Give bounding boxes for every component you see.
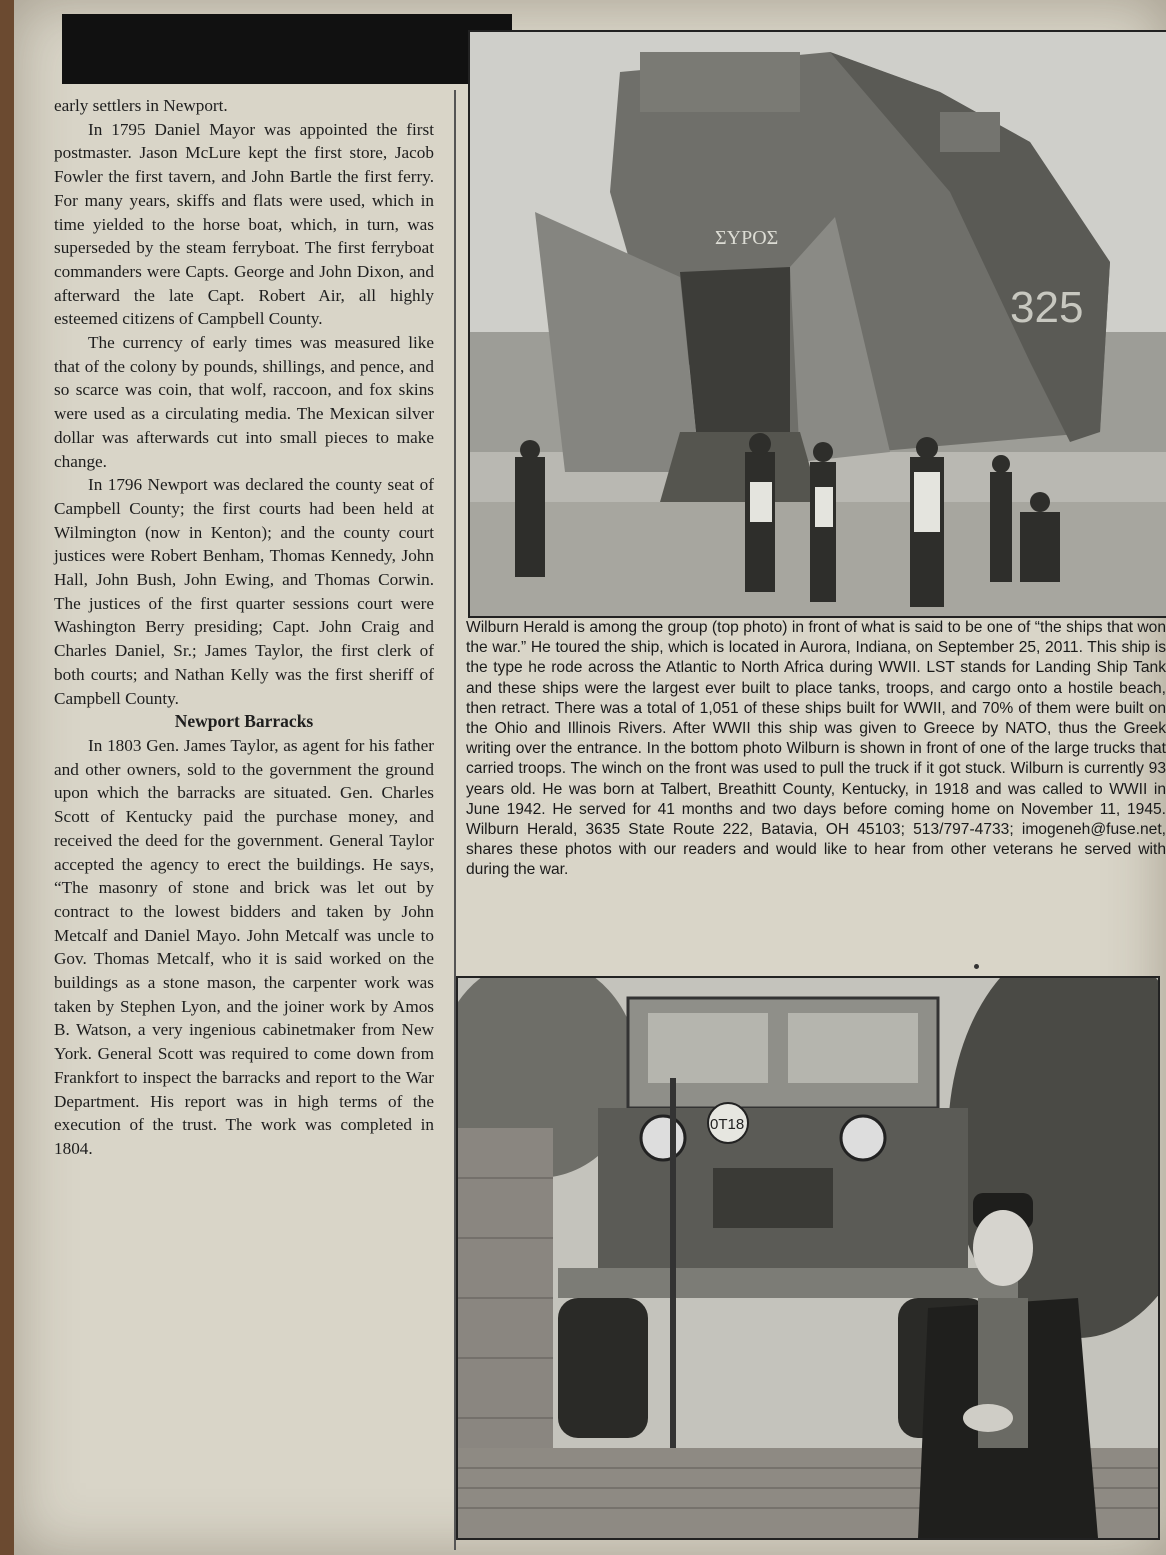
section-heading: Newport Barracks <box>174 711 314 732</box>
article-column <box>54 94 434 1161</box>
article-paragraph: The currency of early times was measured like that of the colony by pounds, shillings, and pence, and so scarce was coin, that wolf, raccoon, and fox skins were used as a circulating media. The Mexican silver dollar was afterwards cut into small pieces to make change. <box>54 333 434 471</box>
separator-dot <box>974 964 979 969</box>
newspaper-page <box>14 0 1166 1555</box>
truck-photo <box>456 976 1160 1540</box>
article-paragraph: In 1796 Newport was declared the county seat of Campbell County; the first courts had been held at Wilmington (now in Kenton); and the county court justices were Robert Benham, Thomas Kennedy, John Hall, John Bush, John Ewing, and Thomas Corwin. The justices of the first quarter sessions court were Washington Berry presiding; Capt. John Craig and Charles Daniel, Sr.; James Taylor, the first clerk of both courts; and Nathan Kelly was the first sheriff of Campbell County. <box>54 475 434 708</box>
header-bar <box>62 14 512 84</box>
photo-caption: Wilburn Herald is among the group (top photo) in front of what is said to be one of “the ships that won the war.” He toured the ship, which is located in Aurora, Indiana, on September 25, 2011. This ship is the type he rode across the Atlantic to North Africa during WWII. LST stands for Landing Ship Tank and these ships were the largest ever built to place tanks, troops, and cargo onto a hostile beach, then retract. There was a total of 1,051 of these ships built for WWII, and 70% of them were built on the Ohio and Illinois Rivers. After WWII this ship was given to Greece by NATO, thus the Greek writing over the entrance. In the bottom photo Wilburn is shown in front of one of the large trucks that carried troops. The winch on the front was used to pull the truck if it got stuck. Wilburn is currently 93 years old. He was born at Talbert, Breathitt County, Kentucky, in 1918 and was called to WWII in June 1942. He served for 41 months and two days before coming home on November 11, 1945. Wilburn Herald, 3635 State Route 222, Batavia, OH 45103; 513/797-4733; imogeneh@fuse.net, shares these photos with our readers and would like to hear from other veterans he served with during the war. <box>466 619 1166 879</box>
ship-name-lettering: ΣΥΡΟΣ <box>715 227 779 249</box>
hull-number-lettering: 325 <box>1010 283 1084 332</box>
article-paragraph: In 1803 Gen. James Taylor, as agent for his father and other owners, sold to the government the ground upon which the barracks are situated. Gen. Charles Scott of Kentucky paid the purchase money, and received the deed for the government. General Taylor accepted the agency to erect the buildings. He says, “The masonry of stone and brick was let out by contract to the lowest bidders and taken by John Metcalf and Daniel Mayo. John Metcalf was uncle to Gov. Thomas Metcalf, who it is said worked on the buildings as a stone mason, the carpenter work was taken by Stephen Lyon, and the joiner work by Amos B. Watson, a very ingenious cabinetmaker from New York. General Scott was required to come down from Frankfort to inspect the barracks and report to the War Department. His report was in high terms of the execution of the trust. The work was completed in 1804. <box>54 735 434 1158</box>
truck-plate-lettering: 0T18 <box>710 1116 745 1133</box>
ship-photo <box>468 30 1166 618</box>
article-paragraph: early settlers in Newport. <box>54 96 228 115</box>
article-paragraph: In 1795 Daniel Mayor was appointed the first postmaster. Jason McLure kept the first store, Jacob Fowler the first tavern, and John Bartle the first ferry. For many years, skiffs and flats were used, which in time yielded to the horse boat, which, in turn, was superseded by the steam ferryboat. The first ferryboat commanders were Capts. George and John Dixon, and afterward the late Capt. Robert Air, all highly esteemed citizens of Campbell County. <box>54 119 434 329</box>
